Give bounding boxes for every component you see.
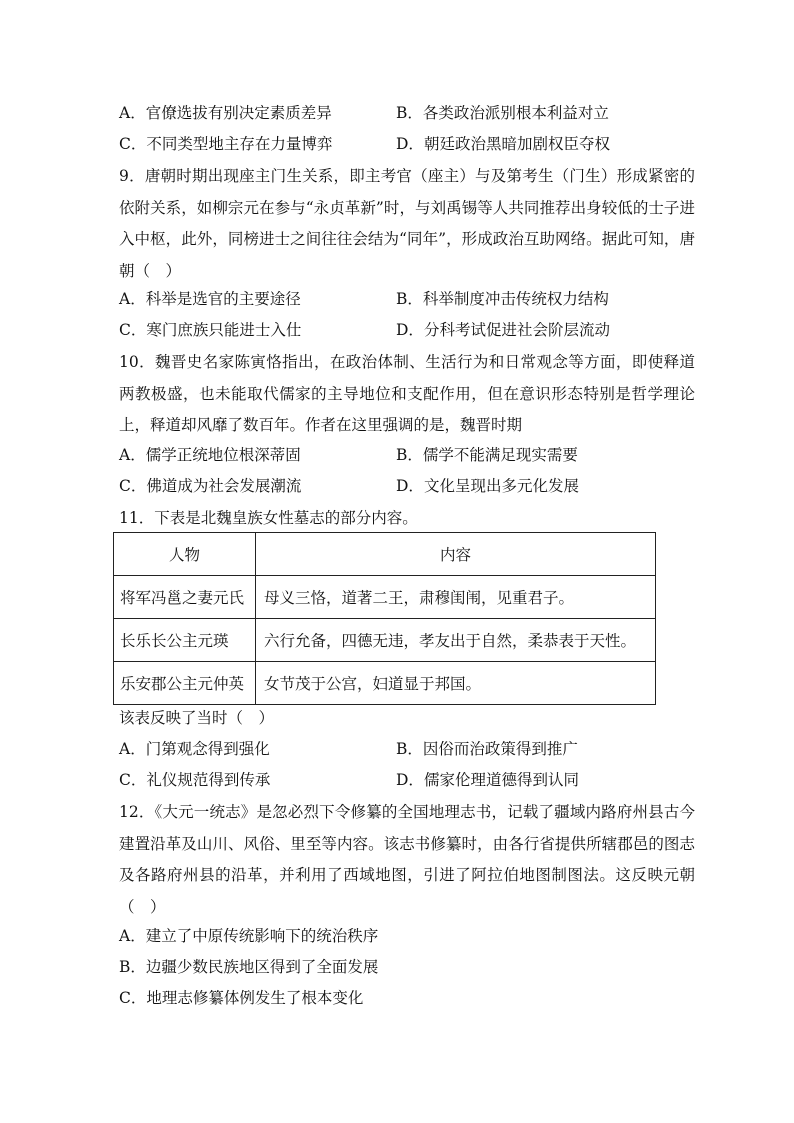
option-letter: B． [396, 104, 423, 122]
q10-option-b [396, 445, 578, 465]
q11-option-b [396, 739, 578, 759]
table-cell-content: 母义三恪，道著二王，肃穆闺闱，见重君子。 [256, 576, 656, 619]
q9-option-a [119, 289, 301, 309]
option-letter: B． [119, 958, 146, 976]
option-text: 儒家伦理道德得到认同 [423, 771, 579, 789]
option-letter: D． [396, 477, 424, 495]
option-letter: B． [396, 740, 423, 758]
q12-option-c [119, 988, 363, 1008]
q11-option-d [396, 770, 579, 790]
option-letter: D． [396, 771, 424, 789]
option-letter: C． [119, 135, 147, 153]
table-cell-person: 乐安郡公主元仲英 [114, 662, 256, 705]
option-letter: A． [119, 104, 146, 122]
option-text: 不同类型地主存在力量博弈 [146, 135, 333, 153]
q12-option-a [119, 926, 378, 946]
option-text: 分科考试促进社会阶层流动 [423, 321, 610, 339]
option-text: 边疆少数民族地区得到了全面发展 [145, 958, 379, 976]
option-text: 佛道成为社会发展潮流 [146, 477, 302, 495]
q9-option-d [396, 320, 610, 340]
table-cell-content: 女节茂于公宫，妇道显于邦国。 [256, 662, 656, 705]
column-header-content: 内容 [256, 533, 656, 576]
option-text: 儒学正统地位根深蒂固 [145, 446, 301, 464]
option-text: 科举制度冲击传统权力结构 [422, 290, 609, 308]
option-text: 科举是选官的主要途径 [145, 290, 301, 308]
q11-question: 该表反映了当时（ ） [119, 709, 275, 727]
q10-option-c [119, 476, 301, 496]
option-text: 官僚选拔有别决定素质差异 [145, 104, 332, 122]
option-text: 建立了中原传统影响下的统治秩序 [145, 927, 379, 945]
option-text: 各类政治派别根本利益对立 [422, 104, 609, 122]
table-header-row [114, 533, 656, 576]
option-letter: A． [119, 927, 146, 945]
option-letter: A． [119, 740, 146, 758]
tomb-inscription-table [113, 532, 656, 705]
option-letter: D． [396, 135, 424, 153]
q11-stem: 11．下表是北魏皇族女性墓志的部分内容。 [119, 509, 418, 527]
option-letter: C． [119, 989, 147, 1007]
q9-option-b [396, 289, 609, 309]
q9-stem: 9．唐朝时期出现座主门生关系，即主考官（座主）与及第考生（门生）形成紧密的依附关系，如柳宗元在参与“永贞革新”时，与刘禹锡等人共同推荐出身较低的士子进入中枢，此外，同榜进士之间往往会结为“同年”，形成政治互助网络。据此可知，唐朝（ ） [119, 167, 695, 280]
q12-stem: 12．《大元一统志》是忽必烈下令修纂的全国地理志书，记载了疆域内路府州县古今建置沿革及山川、风俗、里至等内容。该志书修纂时，由各行省提供所辖郡邑的图志及各路府州县的沿革，并利用了西域地图，引进了阿拉伯地图制图法。这反映元朝（ ） [119, 803, 695, 916]
q8-option-d [396, 134, 610, 154]
table-row [114, 619, 656, 662]
q11-option-c [119, 770, 270, 790]
q8-option-a [119, 103, 332, 123]
option-text: 朝廷政治黑暗加剧权臣夺权 [423, 135, 610, 153]
option-text: 门第观念得到强化 [145, 740, 270, 758]
table-row [114, 576, 656, 619]
q11-option-a [119, 739, 270, 759]
option-letter: A． [119, 290, 146, 308]
table-cell-content: 六行允备，四德无违，孝友出于自然，柔恭表于天性。 [256, 619, 656, 662]
option-letter: B． [396, 290, 423, 308]
q8-option-b [396, 103, 609, 123]
q10-option-a [119, 445, 301, 465]
q10-stem: 10．魏晋史名家陈寅恪指出，在政治体制、生活行为和日常观念等方面，即使释道两教极盛，也未能取代儒家的主导地位和支配作用，但在意识形态特别是哲学理论上，释道却风靡了数百年。作者在这里强调的是，魏晋时期 [119, 353, 695, 434]
option-letter: C． [119, 321, 147, 339]
column-header-person: 人物 [114, 533, 256, 576]
q9-option-c [119, 320, 301, 340]
option-letter: D． [396, 321, 424, 339]
option-letter: C． [119, 771, 147, 789]
q10-option-d [396, 476, 579, 496]
option-letter: A． [119, 446, 146, 464]
option-text: 因俗而治政策得到推广 [422, 740, 578, 758]
table-cell-person: 将军冯邕之妻元氏 [114, 576, 256, 619]
table-cell-person: 长乐长公主元瑛 [114, 619, 256, 662]
option-letter: C． [119, 477, 147, 495]
option-text: 儒学不能满足现实需要 [422, 446, 578, 464]
table-row [114, 662, 656, 705]
q8-option-c [119, 134, 332, 154]
option-text: 礼仪规范得到传承 [146, 771, 271, 789]
q12-option-b [119, 957, 378, 977]
option-text: 寒门庶族只能进士入仕 [146, 321, 302, 339]
option-text: 地理志修纂体例发生了根本变化 [146, 989, 364, 1007]
option-letter: B． [396, 446, 423, 464]
option-text: 文化呈现出多元化发展 [423, 477, 579, 495]
